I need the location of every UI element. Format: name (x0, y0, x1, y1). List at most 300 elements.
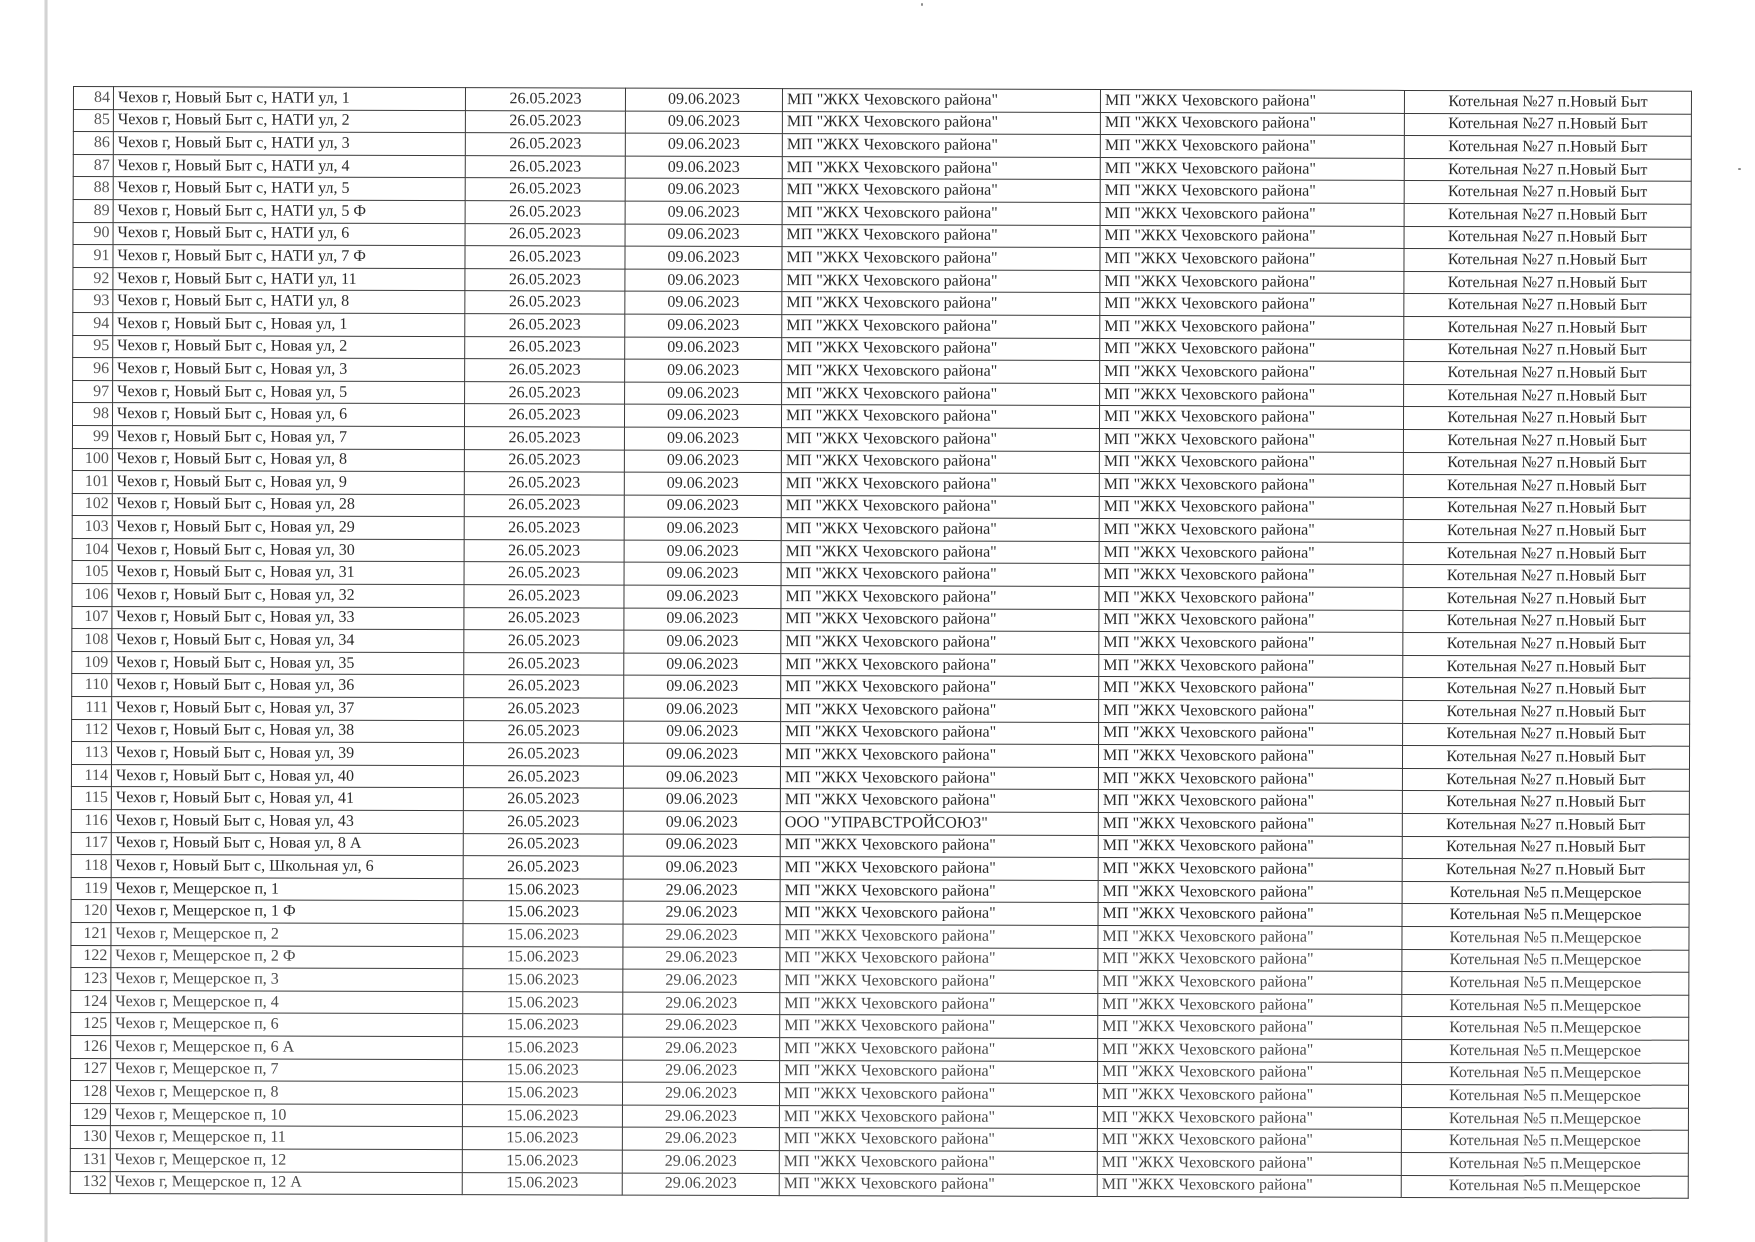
address-cell: Чехов г, Новый Быт с, НАТИ ул, 5 Ф (113, 200, 465, 224)
supplier-cell: МП "ЖКХ Чеховского района" (782, 156, 1100, 180)
end-date-cell: 09.06.2023 (623, 789, 780, 812)
heat-source-cell: Котельная №27 п.Новый Быт (1403, 407, 1690, 430)
start-date-cell: 26.05.2023 (464, 653, 624, 676)
supplier-cell: МП "ЖКХ Чеховского района" (782, 202, 1100, 226)
supplier-cell: МП "ЖКХ Чеховского района" (782, 269, 1100, 293)
supplier-cell: МП "ЖКХ Чеховского района" (781, 699, 1099, 723)
supplier-cell: МП "ЖКХ Чеховского района" (779, 1173, 1097, 1197)
end-date-cell: 09.06.2023 (624, 676, 781, 699)
supplier-cell: МП "ЖКХ Чеховского района" (780, 947, 1098, 971)
start-date-cell: 26.05.2023 (465, 133, 625, 156)
end-date-cell: 09.06.2023 (624, 585, 781, 608)
heat-source-cell: Котельная №27 п.Новый Быт (1403, 542, 1690, 565)
supplier-cell: МП "ЖКХ Чеховского района" (780, 902, 1098, 926)
row-number: 111 (72, 697, 112, 720)
row-number: 94 (73, 312, 113, 335)
row-number: 124 (71, 990, 111, 1013)
address-cell: Чехов г, Новый Быт с, НАТИ ул, 1 (113, 87, 465, 111)
end-date-cell: 29.06.2023 (622, 1150, 779, 1173)
scan-speck (921, 3, 923, 6)
start-date-cell: 26.05.2023 (463, 856, 623, 879)
address-cell: Чехов г, Мещерское п, 3 (111, 968, 463, 992)
end-date-cell: 09.06.2023 (625, 133, 782, 156)
start-date-cell: 26.05.2023 (463, 765, 623, 788)
supplier-cell: МП "ЖКХ Чеховского района" (781, 473, 1099, 497)
supplier-cell: МП "ЖКХ Чеховского района" (782, 134, 1100, 158)
heat-source-cell: Котельная №27 п.Новый Быт (1403, 678, 1690, 701)
manager-cell: МП "ЖКХ Чеховского района" (1100, 90, 1404, 113)
address-cell: Чехов г, Новый Быт с, НАТИ ул, 8 (113, 290, 465, 314)
start-date-cell: 26.05.2023 (464, 449, 624, 472)
supplier-cell: МП "ЖКХ Чеховского района" (780, 879, 1098, 903)
start-date-cell: 15.06.2023 (463, 1014, 623, 1037)
address-cell: Чехов г, Новый Быт с, Новая ул, 32 (112, 584, 464, 608)
supplier-cell: МП "ЖКХ Чеховского района" (781, 495, 1099, 519)
manager-cell: МП "ЖКХ Чеховского района" (1099, 700, 1403, 723)
supplier-cell: МП "ЖКХ Чеховского района" (781, 721, 1099, 745)
manager-cell: МП "ЖКХ Чеховского района" (1098, 993, 1402, 1016)
address-schedule-table (70, 86, 1692, 1199)
row-number: 132 (70, 1171, 110, 1194)
end-date-cell: 29.06.2023 (623, 1014, 780, 1037)
document-sheet (73, 86, 1691, 1194)
start-date-cell: 26.05.2023 (464, 540, 624, 563)
table-body (70, 87, 1691, 1199)
supplier-cell: МП "ЖКХ Чеховского района" (780, 744, 1098, 768)
address-cell: Чехов г, Мещерское п, 1 (111, 877, 463, 901)
supplier-cell: МП "ЖКХ Чеховского района" (781, 586, 1099, 610)
heat-source-cell: Котельная №27 п.Новый Быт (1402, 836, 1689, 859)
supplier-cell: МП "ЖКХ Чеховского района" (780, 1038, 1098, 1062)
heat-source-cell: Котельная №27 п.Новый Быт (1403, 610, 1690, 633)
address-cell: Чехов г, Мещерское п, 11 (110, 1126, 462, 1150)
heat-source-cell: Котельная №5 п.Мещерское (1402, 904, 1689, 927)
start-date-cell: 26.05.2023 (464, 698, 624, 721)
address-cell: Чехов г, Мещерское п, 6 (111, 1013, 463, 1037)
row-number: 92 (73, 267, 113, 290)
manager-cell: МП "ЖКХ Чеховского района" (1099, 428, 1403, 451)
row-number: 110 (72, 674, 112, 697)
row-number: 99 (72, 425, 112, 448)
start-date-cell: 15.06.2023 (462, 1104, 622, 1127)
heat-source-cell: Котельная №5 п.Мещерское (1401, 1085, 1688, 1108)
row-number: 89 (73, 199, 113, 222)
start-date-cell: 26.05.2023 (464, 607, 624, 630)
address-cell: Чехов г, Новый Быт с, НАТИ ул, 6 (113, 222, 465, 246)
manager-cell: МП "ЖКХ Чеховского района" (1097, 1129, 1401, 1152)
manager-cell: МП "ЖКХ Чеховского района" (1098, 903, 1402, 926)
supplier-cell: МП "ЖКХ Чеховского района" (779, 1151, 1097, 1175)
end-date-cell: 09.06.2023 (624, 404, 781, 427)
heat-source-cell: Котельная №5 п.Мещерское (1402, 881, 1689, 904)
supplier-cell: МП "ЖКХ Чеховского района" (781, 450, 1099, 474)
end-date-cell: 29.06.2023 (622, 1082, 779, 1105)
start-date-cell: 26.05.2023 (465, 314, 625, 337)
end-date-cell: 09.06.2023 (624, 450, 781, 473)
supplier-cell: МП "ЖКХ Чеховского района" (782, 247, 1100, 271)
start-date-cell: 26.05.2023 (464, 427, 624, 450)
address-cell: Чехов г, Новый Быт с, Школьная ул, 6 (111, 855, 463, 879)
row-number: 125 (71, 1013, 111, 1036)
row-number: 100 (72, 448, 112, 471)
heat-source-cell: Котельная №27 п.Новый Быт (1404, 294, 1691, 317)
address-cell: Чехов г, Новый Быт с, Новая ул, 39 (111, 742, 463, 766)
start-date-cell: 26.05.2023 (465, 88, 625, 111)
address-cell: Чехов г, Новый Быт с, НАТИ ул, 3 (113, 132, 465, 156)
address-cell: Чехов г, Новый Быт с, Новая ул, 33 (112, 606, 464, 630)
address-cell: Чехов г, Мещерское п, 6 А (111, 1036, 463, 1060)
end-date-cell: 09.06.2023 (624, 630, 781, 653)
row-number: 103 (72, 516, 112, 539)
row-number: 107 (72, 606, 112, 629)
row-number: 131 (70, 1148, 110, 1171)
end-date-cell: 09.06.2023 (624, 563, 781, 586)
row-number: 122 (71, 945, 111, 968)
heat-source-cell: Котельная №27 п.Новый Быт (1404, 90, 1691, 113)
heat-source-cell: Котельная №27 п.Новый Быт (1403, 452, 1690, 475)
start-date-cell: 15.06.2023 (462, 1127, 622, 1150)
end-date-cell: 29.06.2023 (623, 969, 780, 992)
manager-cell: МП "ЖКХ Чеховского района" (1098, 813, 1402, 836)
supplier-cell: МП "ЖКХ Чеховского района" (780, 992, 1098, 1016)
heat-source-cell: Котельная №5 п.Мещерское (1401, 1175, 1688, 1198)
end-date-cell: 09.06.2023 (625, 246, 782, 269)
manager-cell: МП "ЖКХ Чеховского района" (1099, 496, 1403, 519)
supplier-cell: МП "ЖКХ Чеховского района" (781, 540, 1099, 564)
supplier-cell: МП "ЖКХ Чеховского района" (782, 360, 1100, 384)
row-number: 90 (73, 222, 113, 245)
heat-source-cell: Котельная №27 п.Новый Быт (1402, 791, 1689, 814)
heat-source-cell: Котельная №27 п.Новый Быт (1404, 113, 1691, 136)
heat-source-cell: Котельная №27 п.Новый Быт (1403, 700, 1690, 723)
address-cell: Чехов г, Новый Быт с, Новая ул, 43 (111, 810, 463, 834)
row-number: 88 (73, 177, 113, 200)
heat-source-cell: Котельная №27 п.Новый Быт (1402, 813, 1689, 836)
row-number: 129 (70, 1103, 110, 1126)
heat-source-cell: Котельная №5 п.Мещерское (1402, 1062, 1689, 1085)
supplier-cell: МП "ЖКХ Чеховского района" (782, 111, 1100, 135)
row-number: 112 (72, 719, 112, 742)
start-date-cell: 15.06.2023 (463, 924, 623, 947)
supplier-cell: МП "ЖКХ Чеховского района" (779, 1128, 1097, 1152)
address-cell: Чехов г, Мещерское п, 7 (111, 1058, 463, 1082)
row-number: 120 (71, 900, 111, 923)
row-number: 119 (71, 877, 111, 900)
row-number: 95 (73, 335, 113, 358)
manager-cell: МП "ЖКХ Чеховского района" (1098, 835, 1402, 858)
end-date-cell: 29.06.2023 (623, 1060, 780, 1083)
end-date-cell: 09.06.2023 (623, 856, 780, 879)
manager-cell: МП "ЖКХ Чеховского района" (1100, 157, 1404, 180)
start-date-cell: 15.06.2023 (463, 969, 623, 992)
end-date-cell: 09.06.2023 (623, 834, 780, 857)
end-date-cell: 29.06.2023 (623, 1037, 780, 1060)
heat-source-cell: Котельная №27 п.Новый Быт (1404, 136, 1691, 159)
start-date-cell: 26.05.2023 (464, 630, 624, 653)
end-date-cell: 29.06.2023 (623, 924, 780, 947)
supplier-cell: МП "ЖКХ Чеховского района" (780, 1015, 1098, 1039)
scan-edge-shadow (44, 0, 48, 1242)
supplier-cell: МП "ЖКХ Чеховского района" (781, 428, 1099, 452)
end-date-cell: 09.06.2023 (625, 269, 782, 292)
start-date-cell: 26.05.2023 (465, 201, 625, 224)
row-number: 104 (72, 538, 112, 561)
manager-cell: МП "ЖКХ Чеховского района" (1099, 406, 1403, 429)
supplier-cell: МП "ЖКХ Чеховского района" (779, 1083, 1097, 1107)
row-number: 85 (73, 109, 113, 132)
start-date-cell: 26.05.2023 (465, 268, 625, 291)
row-number: 117 (71, 832, 111, 855)
address-cell: Чехов г, Мещерское п, 2 (111, 923, 463, 947)
end-date-cell: 09.06.2023 (624, 653, 781, 676)
heat-source-cell: Котельная №27 п.Новый Быт (1404, 362, 1691, 385)
manager-cell: МП "ЖКХ Чеховского района" (1097, 1151, 1401, 1174)
manager-cell: МП "ЖКХ Чеховского района" (1100, 270, 1404, 293)
address-cell: Чехов г, Новый Быт с, Новая ул, 37 (112, 697, 464, 721)
manager-cell: МП "ЖКХ Чеховского района" (1100, 248, 1404, 271)
heat-source-cell: Котельная №27 п.Новый Быт (1404, 181, 1691, 204)
row-number: 114 (71, 764, 111, 787)
manager-cell: МП "ЖКХ Чеховского района" (1098, 948, 1402, 971)
address-cell: Чехов г, Новый Быт с, Новая ул, 8 (112, 448, 464, 472)
end-date-cell: 09.06.2023 (624, 721, 781, 744)
end-date-cell: 09.06.2023 (625, 88, 782, 111)
manager-cell: МП "ЖКХ Чеховского района" (1099, 677, 1403, 700)
address-cell: Чехов г, Новый Быт с, Новая ул, 31 (112, 561, 464, 585)
row-number: 116 (71, 809, 111, 832)
heat-source-cell: Котельная №5 п.Мещерское (1401, 1107, 1688, 1130)
address-cell: Чехов г, Новый Быт с, НАТИ ул, 7 Ф (113, 245, 465, 269)
manager-cell: МП "ЖКХ Чеховского района" (1098, 790, 1402, 813)
row-number: 128 (70, 1081, 110, 1104)
manager-cell: МП "ЖКХ Чеховского района" (1100, 203, 1404, 226)
supplier-cell: МП "ЖКХ Чеховского района" (781, 518, 1099, 542)
address-cell: Чехов г, Мещерское п, 4 (111, 990, 463, 1014)
address-cell: Чехов г, Новый Быт с, Новая ул, 6 (112, 403, 464, 427)
start-date-cell: 26.05.2023 (464, 585, 624, 608)
heat-source-cell: Котельная №5 п.Мещерское (1401, 1152, 1688, 1175)
heat-source-cell: Котельная №27 п.Новый Быт (1404, 316, 1691, 339)
row-number: 87 (73, 154, 113, 177)
heat-source-cell: Котельная №27 п.Новый Быт (1404, 158, 1691, 181)
address-cell: Чехов г, Новый Быт с, НАТИ ул, 5 (113, 177, 465, 201)
heat-source-cell: Котельная №27 п.Новый Быт (1403, 475, 1690, 498)
supplier-cell: МП "ЖКХ Чеховского района" (781, 631, 1099, 655)
start-date-cell: 26.05.2023 (465, 110, 625, 133)
manager-cell: МП "ЖКХ Чеховского района" (1098, 767, 1402, 790)
start-date-cell: 26.05.2023 (464, 562, 624, 585)
heat-source-cell: Котельная №27 п.Новый Быт (1402, 746, 1689, 769)
heat-source-cell: Котельная №27 п.Новый Быт (1403, 565, 1690, 588)
heat-source-cell: Котельная №27 п.Новый Быт (1403, 520, 1690, 543)
supplier-cell: МП "ЖКХ Чеховского района" (779, 1105, 1097, 1129)
supplier-cell: МП "ЖКХ Чеховского района" (780, 925, 1098, 949)
supplier-cell: МП "ЖКХ Чеховского района" (780, 834, 1098, 858)
end-date-cell: 09.06.2023 (623, 811, 780, 834)
manager-cell: МП "ЖКХ Чеховского района" (1097, 1084, 1401, 1107)
start-date-cell: 26.05.2023 (464, 517, 624, 540)
heat-source-cell: Котельная №5 п.Мещерское (1402, 1017, 1689, 1040)
end-date-cell: 09.06.2023 (624, 608, 781, 631)
start-date-cell: 26.05.2023 (463, 788, 623, 811)
manager-cell: МП "ЖКХ Чеховского района" (1097, 1174, 1401, 1197)
start-date-cell: 26.05.2023 (465, 359, 625, 382)
end-date-cell: 09.06.2023 (625, 156, 782, 179)
start-date-cell: 26.05.2023 (464, 472, 624, 495)
row-number: 105 (72, 561, 112, 584)
start-date-cell: 26.05.2023 (464, 675, 624, 698)
end-date-cell: 09.06.2023 (625, 111, 782, 134)
end-date-cell: 09.06.2023 (624, 472, 781, 495)
manager-cell: МП "ЖКХ Чеховского района" (1100, 383, 1404, 406)
row-number: 93 (73, 290, 113, 313)
end-date-cell: 09.06.2023 (625, 382, 782, 405)
manager-cell: МП "ЖКХ Чеховского района" (1100, 315, 1404, 338)
end-date-cell: 29.06.2023 (622, 1105, 779, 1128)
heat-source-cell: Котельная №27 п.Новый Быт (1403, 723, 1690, 746)
manager-cell: МП "ЖКХ Чеховского района" (1099, 654, 1403, 677)
address-cell: Чехов г, Мещерское п, 10 (110, 1103, 462, 1127)
manager-cell: МП "ЖКХ Чеховского района" (1097, 1106, 1401, 1129)
manager-cell: МП "ЖКХ Чеховского района" (1100, 180, 1404, 203)
end-date-cell: 29.06.2023 (623, 879, 780, 902)
end-date-cell: 09.06.2023 (624, 517, 781, 540)
end-date-cell: 09.06.2023 (625, 224, 782, 247)
supplier-cell: МП "ЖКХ Чеховского района" (781, 563, 1099, 587)
heat-source-cell: Котельная №5 п.Мещерское (1402, 994, 1689, 1017)
address-cell: Чехов г, Мещерское п, 2 Ф (111, 945, 463, 969)
manager-cell: МП "ЖКХ Чеховского района" (1098, 971, 1402, 994)
start-date-cell: 26.05.2023 (465, 155, 625, 178)
heat-source-cell: Котельная №5 п.Мещерское (1402, 926, 1689, 949)
address-cell: Чехов г, Новый Быт с, Новая ул, 40 (111, 764, 463, 788)
heat-source-cell: Котельная №27 п.Новый Быт (1403, 429, 1690, 452)
manager-cell: МП "ЖКХ Чеховского района" (1098, 880, 1402, 903)
row-number: 109 (72, 651, 112, 674)
manager-cell: МП "ЖКХ Чеховского района" (1099, 541, 1403, 564)
supplier-cell: МП "ЖКХ Чеховского района" (780, 970, 1098, 994)
heat-source-cell: Котельная №27 п.Новый Быт (1404, 384, 1691, 407)
supplier-cell: МП "ЖКХ Чеховского района" (781, 405, 1099, 429)
row-number: 91 (73, 245, 113, 268)
heat-source-cell: Котельная №5 п.Мещерское (1401, 1130, 1688, 1153)
heat-source-cell: Котельная №27 п.Новый Быт (1402, 768, 1689, 791)
heat-source-cell: Котельная №27 п.Новый Быт (1403, 655, 1690, 678)
row-number: 127 (71, 1058, 111, 1081)
start-date-cell: 26.05.2023 (465, 381, 625, 404)
end-date-cell: 29.06.2023 (622, 1173, 779, 1196)
end-date-cell: 29.06.2023 (623, 947, 780, 970)
address-cell: Чехов г, Новый Быт с, НАТИ ул, 2 (113, 109, 465, 133)
start-date-cell: 15.06.2023 (462, 1150, 622, 1173)
address-cell: Чехов г, Мещерское п, 1 Ф (111, 900, 463, 924)
row-number: 121 (71, 922, 111, 945)
row-number: 101 (72, 471, 112, 494)
manager-cell: МП "ЖКХ Чеховского района" (1099, 564, 1403, 587)
address-cell: Чехов г, Новый Быт с, Новая ул, 2 (113, 335, 465, 359)
manager-cell: МП "ЖКХ Чеховского района" (1098, 926, 1402, 949)
row-number: 108 (72, 629, 112, 652)
start-date-cell: 26.05.2023 (463, 833, 623, 856)
start-date-cell: 26.05.2023 (465, 336, 625, 359)
end-date-cell: 09.06.2023 (624, 495, 781, 518)
end-date-cell: 29.06.2023 (623, 902, 780, 925)
manager-cell: МП "ЖКХ Чеховского района" (1099, 587, 1403, 610)
address-cell: Чехов г, Новый Быт с, Новая ул, 28 (112, 493, 464, 517)
end-date-cell: 09.06.2023 (625, 291, 782, 314)
end-date-cell: 09.06.2023 (623, 743, 780, 766)
row-number: 96 (73, 358, 113, 381)
address-cell: Чехов г, Мещерское п, 8 (110, 1081, 462, 1105)
row-number: 84 (73, 87, 113, 110)
start-date-cell: 15.06.2023 (463, 991, 623, 1014)
supplier-cell: МП "ЖКХ Чеховского района" (780, 789, 1098, 813)
row-number: 98 (72, 403, 112, 426)
address-cell: Чехов г, Новый Быт с, Новая ул, 7 (112, 426, 464, 450)
heat-source-cell: Котельная №27 п.Новый Быт (1404, 339, 1691, 362)
manager-cell: МП "ЖКХ Чеховского района" (1100, 338, 1404, 361)
supplier-cell: МП "ЖКХ Чеховского района" (782, 337, 1100, 361)
manager-cell: МП "ЖКХ Чеховского района" (1098, 1061, 1402, 1084)
heat-source-cell: Котельная №27 п.Новый Быт (1403, 497, 1690, 520)
address-cell: Чехов г, Новый Быт с, Новая ул, 5 (113, 380, 465, 404)
supplier-cell: МП "ЖКХ Чеховского района" (782, 292, 1100, 316)
start-date-cell: 26.05.2023 (465, 223, 625, 246)
row-number: 115 (71, 787, 111, 810)
address-cell: Чехов г, Новый Быт с, Новая ул, 35 (112, 651, 464, 675)
address-cell: Чехов г, Новый Быт с, Новая ул, 38 (112, 719, 464, 743)
address-cell: Чехов г, Новый Быт с, Новая ул, 1 (113, 313, 465, 337)
row-number: 102 (72, 493, 112, 516)
end-date-cell: 09.06.2023 (625, 201, 782, 224)
manager-cell: МП "ЖКХ Чеховского района" (1100, 293, 1404, 316)
start-date-cell: 26.05.2023 (463, 743, 623, 766)
address-cell: Чехов г, Новый Быт с, Новая ул, 3 (113, 358, 465, 382)
address-cell: Чехов г, Новый Быт с, НАТИ ул, 4 (113, 154, 465, 178)
address-cell: Чехов г, Новый Быт с, Новая ул, 8 А (111, 832, 463, 856)
row-number: 123 (71, 968, 111, 991)
manager-cell: МП "ЖКХ Чеховского района" (1098, 745, 1402, 768)
address-cell: Чехов г, Новый Быт с, Новая ул, 34 (112, 629, 464, 653)
start-date-cell: 15.06.2023 (463, 1037, 623, 1060)
start-date-cell: 26.05.2023 (465, 291, 625, 314)
manager-cell: МП "ЖКХ Чеховского района" (1099, 474, 1403, 497)
manager-cell: МП "ЖКХ Чеховского района" (1098, 858, 1402, 881)
manager-cell: МП "ЖКХ Чеховского района" (1100, 225, 1404, 248)
scan-speck (1738, 168, 1741, 170)
supplier-cell: МП "ЖКХ Чеховского района" (781, 653, 1099, 677)
heat-source-cell: Котельная №27 п.Новый Быт (1403, 633, 1690, 656)
supplier-cell: МП "ЖКХ Чеховского района" (782, 382, 1100, 406)
address-cell: Чехов г, Мещерское п, 12 А (110, 1171, 462, 1195)
address-cell: Чехов г, Новый Быт с, НАТИ ул, 11 (113, 267, 465, 291)
end-date-cell: 09.06.2023 (623, 766, 780, 789)
row-number: 126 (71, 1035, 111, 1058)
address-cell: Чехов г, Новый Быт с, Новая ул, 30 (112, 538, 464, 562)
row-number: 113 (71, 742, 111, 765)
start-date-cell: 15.06.2023 (463, 1059, 623, 1082)
heat-source-cell: Котельная №27 п.Новый Быт (1404, 203, 1691, 226)
start-date-cell: 15.06.2023 (463, 901, 623, 924)
manager-cell: МП "ЖКХ Чеховского района" (1098, 1038, 1402, 1061)
table-row (70, 1171, 1688, 1198)
start-date-cell: 26.05.2023 (464, 494, 624, 517)
manager-cell: МП "ЖКХ Чеховского района" (1100, 112, 1404, 135)
row-number: 86 (73, 132, 113, 155)
supplier-cell: МП "ЖКХ Чеховского района" (780, 766, 1098, 790)
manager-cell: МП "ЖКХ Чеховского района" (1098, 1016, 1402, 1039)
heat-source-cell: Котельная №5 п.Мещерское (1402, 949, 1689, 972)
